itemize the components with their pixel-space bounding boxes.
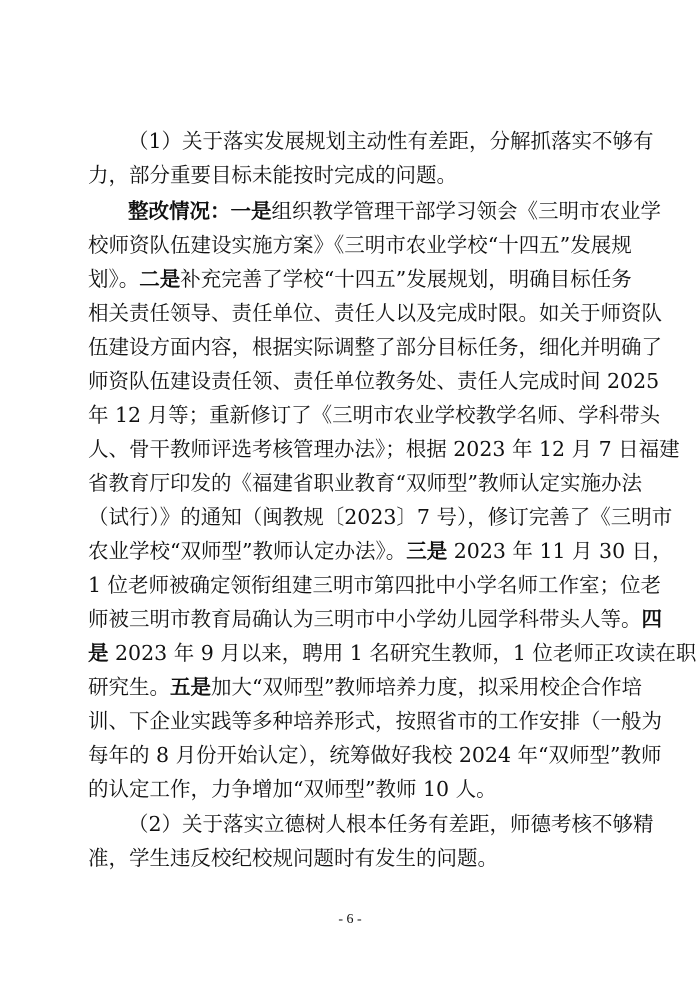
point-four-label-start: 四	[641, 607, 662, 631]
issue-1-line-1: （1）关于落实发展规划主动性有差距，分解抓落实不够有	[128, 129, 654, 153]
rectification-line-3: 划》。二是补充完善了学校“十四五”发展规划，明确目标任务	[88, 267, 632, 291]
point-four-label-end: 是	[88, 641, 109, 665]
rectification-line-6: 师资队伍建设责任领、责任单位教务处、责任人完成时间 2025	[88, 369, 660, 393]
rectification-line-12: 1 位老师被确定领衔组建三明市第四批中小学名师工作室；位老	[88, 573, 662, 597]
rectification-line-15: 研究生。五是加大“双师型”教师培养力度，拟采用校企合作培	[88, 675, 642, 699]
point-one-label: 一是	[230, 199, 272, 223]
rectification-line-4: 相关责任领导、责任单位、责任人以及完成时限。如关于师资队	[88, 301, 662, 325]
rectification-line-7: 年 12 月等；重新修订了《三明市农业学校教学名师、学科带头	[88, 403, 661, 427]
point-five-label: 五是	[170, 675, 211, 699]
rectification-line-17: 每年的 8 月份开始认定），统筹做好我校 2024 年“双师型”教师	[88, 743, 662, 767]
rectification-line-5: 伍建设方面内容，根据实际调整了部分目标任务，细化并明确了	[88, 335, 662, 359]
issue-2-line-1: （2）关于落实立德树人根本任务有差距，师德考核不够精	[128, 812, 654, 836]
rectification-line-13: 师被三明市教育局确认为三明市中小学幼儿园学科带头人等。四	[88, 607, 662, 631]
rectification-line-2: 校师资队伍建设实施方案》《三明市农业学校“十四五”发展规	[88, 233, 632, 257]
page-number: - 6 -	[338, 912, 362, 927]
issue-1-line-2: 力，部分重要目标未能按时完成的问题。	[88, 163, 457, 187]
rectification-line-10: （试行）》的通知（闽教规〔2023〕7 号），修订完善了《三明市	[88, 505, 673, 529]
point-two-label: 二是	[139, 267, 181, 291]
issue-2-line-2: 准，学生违反校纪校规问题时有发生的问题。	[88, 846, 498, 870]
rectification-line-11: 农业学校“双师型”教师认定办法》。三是 2023 年 11 月 30 日，	[88, 539, 673, 563]
rectification-line-16: 训、下企业实践等多种培养形式，按照省市的工作安排（一般为	[88, 709, 662, 733]
rectification-line-14: 是 2023 年 9 月以来，聘用 1 名研究生教师，1 位老师正攻读在职	[88, 641, 697, 665]
rectification-line-9: 省教育厅印发的《福建省职业教育“双师型”教师认定实施办法	[88, 471, 642, 495]
rectification-line-1: 整改情况：一是组织教学管理干部学习领会《三明市农业学	[128, 199, 661, 223]
rectification-line-18: 的认定工作，力争增加“双师型”教师 10 人。	[88, 777, 497, 801]
rectification-heading: 整改情况：	[128, 199, 231, 223]
point-three-label: 三是	[406, 539, 448, 563]
rectification-line-8: 人、骨干教师评选考核管理办法》；根据 2023 年 12 月 7 日福建	[88, 437, 680, 461]
